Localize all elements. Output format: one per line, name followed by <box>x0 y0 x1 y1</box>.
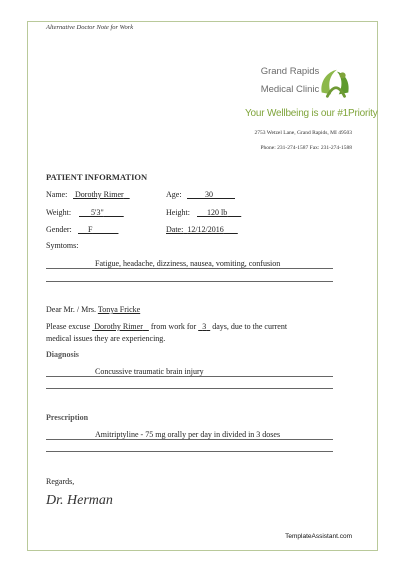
gender-label: Gender: <box>46 225 72 234</box>
height-label: Height: <box>166 208 190 217</box>
recipient-name: Tonya Fricke <box>97 305 141 314</box>
diagnosis-line-2 <box>46 388 333 389</box>
age-field: 30 <box>205 190 213 199</box>
prescription-line-1 <box>46 439 333 440</box>
regards: Regards, <box>46 477 75 486</box>
document-title: Alternative Doctor Note for Work <box>46 24 134 31</box>
prescription-line-2 <box>46 451 333 452</box>
clinic-logo-icon <box>316 64 354 102</box>
clinic-name-line2: Medical Clinic <box>260 84 320 95</box>
clinic-slogan: Your Wellbeing is our #1Priority <box>245 108 378 119</box>
doctor-signature: Dr. Herman <box>46 493 113 508</box>
name-label: Name: <box>46 190 68 199</box>
symptoms-value: Fatigue, headache, dizziness, nausea, vomiting, confusion <box>95 259 281 268</box>
footer-site[interactable]: TemplateAssistant.com <box>285 533 352 540</box>
gender-field: F <box>88 225 93 234</box>
date-label: Date: 12/12/2016 <box>166 225 224 234</box>
weight-label: Weight: <box>46 208 72 217</box>
diagnosis-value: Concussive traumatic brain injury <box>95 367 204 376</box>
patient-info-heading: PATIENT INFORMATION <box>46 172 148 182</box>
prescription-label: Prescription <box>46 413 89 422</box>
diagnosis-line-1 <box>46 376 333 377</box>
prescription-value: Amitriptyline - 75 mg orally per day in divided in 3 doses <box>95 430 281 439</box>
weight-field: 5'3" <box>91 208 104 217</box>
name-field: Dorothy Rimer <box>75 190 124 199</box>
symptoms-label: Symtoms: <box>46 241 79 250</box>
clinic-name-line1: Grand Rapids <box>260 66 320 77</box>
excuse-line-2: medical issues they are experiencing. <box>46 334 166 343</box>
clinic-phone: Phone: 231-274-1587 Fax: 231-274-1588 <box>260 145 352 151</box>
symptoms-line-2 <box>46 281 333 282</box>
excuse-line-1: Please excuse Dorothy Rimer from work for 3 days, due to the current <box>46 322 288 331</box>
diagnosis-label: Diagnosis <box>46 350 79 359</box>
clinic-address: 2753 Wetzel Lane, Grand Rapids, MI 49503 <box>254 130 352 136</box>
height-field: 120 lb <box>207 208 228 217</box>
symptoms-line-1 <box>46 268 333 269</box>
age-label: Age: <box>166 190 182 199</box>
salutation: Dear Mr. / Mrs. Tonya Fricke <box>46 305 141 314</box>
